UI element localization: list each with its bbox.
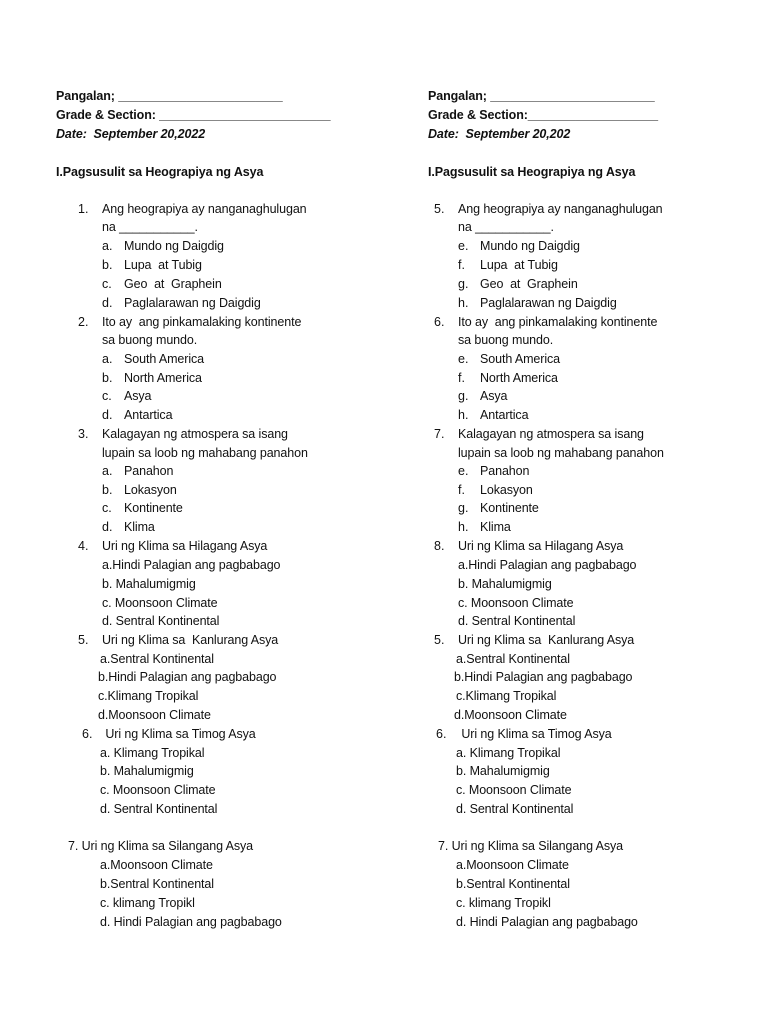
choice-text: c. Moonsoon Climate <box>458 596 574 610</box>
choice-text: a.Hindi Palagian ang pagbabago <box>102 558 281 572</box>
question-number: 8. <box>434 539 445 553</box>
question-text-cont: sa buong mundo. <box>102 333 198 347</box>
question-number: 5. <box>78 633 89 647</box>
test-title: I.Pagsusulit sa Heograpiya ng Asya <box>56 165 264 179</box>
choice-text: b. Mahalumigmig <box>458 577 552 591</box>
choice-letter: a. <box>102 352 113 366</box>
question-text: Ang heograpiya ay nanganaghulugan <box>102 202 307 216</box>
choice-text: c. klimang Tropikl <box>100 896 195 910</box>
question-text-cont: lupain sa loob ng mahabang panahon <box>102 446 308 460</box>
choice-text: b.Sentral Kontinental <box>100 877 214 891</box>
choice-letter: d. <box>102 408 113 422</box>
question-text: Ito ay ang pinkamalaking kontinente <box>102 315 302 329</box>
question-number: 5. <box>434 633 445 647</box>
choice-text: Asya <box>480 389 508 403</box>
choice-text: Paglalarawan ng Daigdig <box>480 296 617 310</box>
question-number: 5. <box>434 202 445 216</box>
choice-text: Paglalarawan ng Daigdig <box>124 296 261 310</box>
choice-text: Asya <box>124 389 152 403</box>
choice-letter: b. <box>102 483 113 497</box>
choice-text: Kontinente <box>124 501 183 515</box>
question-text-cont: na ___________. <box>458 220 554 234</box>
date-label: Date: September 20,202 <box>428 127 571 141</box>
choice-letter: a. <box>102 464 113 478</box>
question-text-cont: na ___________. <box>102 220 198 234</box>
question-text: 7. Uri ng Klima sa Silangang Asya <box>68 839 253 853</box>
choice-text: a.Moonsoon Climate <box>456 858 569 872</box>
choice-text: a. Klimang Tropikal <box>456 746 561 760</box>
choice-text: c. klimang Tropikl <box>456 896 551 910</box>
choice-text: Lupa at Tubig <box>124 258 202 272</box>
choice-letter: c. <box>102 389 112 403</box>
choice-text: b. Mahalumigmig <box>456 764 550 778</box>
question-text-cont: lupain sa loob ng mahabang panahon <box>458 446 664 460</box>
choice-text: Panahon <box>480 464 530 478</box>
question-text: Uri ng Klima sa Hilagang Asya <box>458 539 624 553</box>
choice-text: Klima <box>124 520 155 534</box>
choice-text: c. Moonsoon Climate <box>102 596 218 610</box>
choice-letter: e. <box>458 464 469 478</box>
choice-text: Antartica <box>480 408 529 422</box>
question-number: 6. <box>434 315 445 329</box>
choice-letter: h. <box>458 408 469 422</box>
question-text: Uri ng Klima sa Timog Asya <box>102 727 256 741</box>
choice-letter: d. <box>102 296 113 310</box>
choice-text: Mundo ng Daigdig <box>480 239 580 253</box>
quiz-copy-left <box>56 0 396 1024</box>
quiz-copy-right <box>428 0 768 1024</box>
choice-letter: b. <box>102 258 113 272</box>
choice-text: a.Moonsoon Climate <box>100 858 213 872</box>
choice-text: a. Klimang Tropikal <box>100 746 205 760</box>
choice-text: North America <box>124 371 202 385</box>
name-field-label: Pangalan; ________________________ <box>56 89 283 103</box>
question-text: Uri ng Klima sa Kanlurang Asya <box>102 633 279 647</box>
choice-letter: g. <box>458 277 469 291</box>
choice-text: c.Klimang Tropikal <box>456 689 557 703</box>
question-number: 2. <box>78 315 89 329</box>
choice-text: North America <box>480 371 558 385</box>
choice-text: a.Sentral Kontinental <box>100 652 214 666</box>
choice-text: b. Mahalumigmig <box>100 764 194 778</box>
choice-text: Lokasyon <box>480 483 533 497</box>
question-text: Kalagayan ng atmospera sa isang <box>458 427 644 441</box>
choice-letter: f. <box>458 483 465 497</box>
choice-text: d. Hindi Palagian ang pagbabago <box>100 915 282 929</box>
choice-text: c. Moonsoon Climate <box>456 783 572 797</box>
grade-section-label: Grade & Section: _________________________ <box>56 108 331 122</box>
choice-text: Geo at Graphein <box>124 277 222 291</box>
question-number: 7. <box>434 427 445 441</box>
question-text: Kalagayan ng atmospera sa isang <box>102 427 288 441</box>
question-number: 1. <box>78 202 89 216</box>
choice-text: Mundo ng Daigdig <box>124 239 224 253</box>
choice-text: Kontinente <box>480 501 539 515</box>
choice-letter: f. <box>458 258 465 272</box>
choice-letter: h. <box>458 520 469 534</box>
question-number: 3. <box>78 427 89 441</box>
date-label: Date: September 20,2022 <box>56 127 206 141</box>
test-title: I.Pagsusulit sa Heograpiya ng Asya <box>428 165 636 179</box>
choice-text: South America <box>124 352 204 366</box>
choice-text: d. Sentral Kontinental <box>100 802 218 816</box>
choice-text: b. Mahalumigmig <box>102 577 196 591</box>
choice-text: Klima <box>480 520 511 534</box>
choice-text: Panahon <box>124 464 174 478</box>
choice-letter: e. <box>458 352 469 366</box>
name-field-label: Pangalan; ________________________ <box>428 89 655 103</box>
choice-letter: h. <box>458 296 469 310</box>
question-text: 7. Uri ng Klima sa Silangang Asya <box>438 839 623 853</box>
choice-text: d. Sentral Kontinental <box>102 614 220 628</box>
choice-text: d. Hindi Palagian ang pagbabago <box>456 915 638 929</box>
choice-text: b.Hindi Palagian ang pagbabago <box>454 670 633 684</box>
question-text: Uri ng Klima sa Timog Asya <box>458 727 612 741</box>
choice-letter: g. <box>458 501 469 515</box>
choice-text: d.Moonsoon Climate <box>454 708 567 722</box>
choice-text: d. Sentral Kontinental <box>456 802 574 816</box>
question-number: 4. <box>78 539 89 553</box>
question-text: Ang heograpiya ay nanganaghulugan <box>458 202 663 216</box>
choice-letter: f. <box>458 371 465 385</box>
choice-text: d. Sentral Kontinental <box>458 614 576 628</box>
choice-letter: b. <box>102 371 113 385</box>
choice-text: Lokasyon <box>124 483 177 497</box>
choice-letter: e. <box>458 239 469 253</box>
choice-letter: c. <box>102 501 112 515</box>
choice-text: a.Sentral Kontinental <box>456 652 570 666</box>
question-text: Uri ng Klima sa Kanlurang Asya <box>458 633 635 647</box>
choice-letter: d. <box>102 520 113 534</box>
choice-text: d.Moonsoon Climate <box>98 708 211 722</box>
question-number: 6. <box>82 727 93 741</box>
choice-letter: a. <box>102 239 113 253</box>
choice-text: Geo at Graphein <box>480 277 578 291</box>
question-text-cont: sa buong mundo. <box>458 333 554 347</box>
choice-text: a.Hindi Palagian ang pagbabago <box>458 558 637 572</box>
choice-letter: g. <box>458 389 469 403</box>
question-number: 6. <box>436 727 447 741</box>
choice-text: Antartica <box>124 408 173 422</box>
question-text: Uri ng Klima sa Hilagang Asya <box>102 539 268 553</box>
choice-letter: c. <box>102 277 112 291</box>
grade-section-label: Grade & Section:___________________ <box>428 108 658 122</box>
choice-text: c.Klimang Tropikal <box>98 689 199 703</box>
choice-text: Lupa at Tubig <box>480 258 558 272</box>
choice-text: b.Hindi Palagian ang pagbabago <box>98 670 277 684</box>
choice-text: b.Sentral Kontinental <box>456 877 570 891</box>
choice-text: c. Moonsoon Climate <box>100 783 216 797</box>
question-text: Ito ay ang pinkamalaking kontinente <box>458 315 658 329</box>
choice-text: South America <box>480 352 560 366</box>
